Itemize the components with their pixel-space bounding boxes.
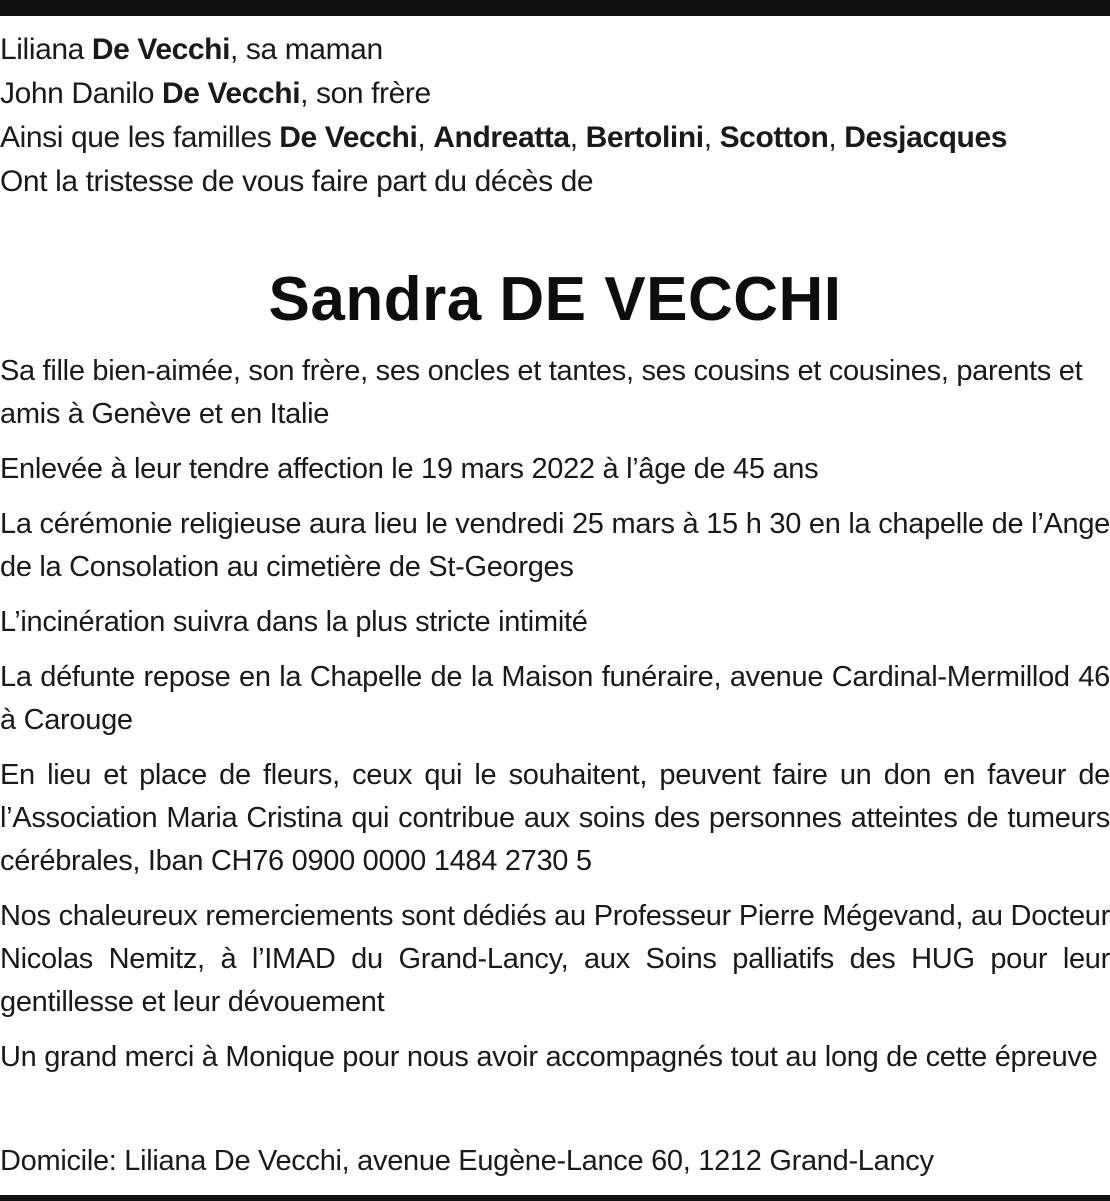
bottom-rule [0,1195,1110,1201]
domicile-address: Domicile: Liliana De Vecchi, avenue Eugène-Lance 60, 1212 Grand-Lancy [0,1145,934,1177]
deceased-name: Sandra DE VECCHI [268,265,842,334]
paragraph-incineration: L’incinération suivra dans la plus stricte intimité [0,606,588,638]
paragraph-ceremony: La cérémonie religieuse aura lieu le vendredi 25 mars à 15 h 30 en la chapelle de l’Ange de la Consolation au cimetière de St-Georges [0,508,1110,583]
paragraph-death-date: Enlevée à leur tendre affection le 19 mars 2022 à l’âge de 45 ans [0,453,819,485]
paragraph-thanks: Nos chaleureux remerciements sont dédiés au Professeur Pierre Mégevand, au Docteur Nicolas Nemitz, à l’IMAD du Grand-Lancy, aux Soins palliatifs des HUG pour leur gentillesse et leur dévouement [0,900,1110,1018]
paragraph-survivors: Sa fille bien-aimée, son frère, ses oncles et tantes, ses cousins et cousines, parents et amis à Genève et en Italie [0,355,1083,430]
notice-body [0,350,1110,1091]
family-line-announcement: Ont la tristesse de vous faire part du décès de [0,165,594,198]
family-line-brother: John Danilo De Vecchi, son frère [0,77,431,110]
family-line-mother: Liliana De Vecchi, sa maman [0,33,383,66]
top-rule [0,0,1110,16]
paragraph-donation: En lieu et place de fleurs, ceux qui le souhaitent, peuvent faire un don en faveur de l’Association Maria Cristina qui contribue aux soins des personnes atteintes de tumeurs cérébrales, Iban CH76 0900 0000 1484 2730 5 [0,759,1110,877]
family-line-families: Ainsi que les familles De Vecchi, Andreatta, Bertolini, Scotton, Desjacques [0,121,1008,154]
paragraph-resting-place: La défunte repose en la Chapelle de la Maison funéraire, avenue Cardinal-Mermillod 46 à Carouge [0,661,1110,736]
family-announcement [0,28,1110,204]
paragraph-gratitude: Un grand merci à Monique pour nous avoir accompagnés tout au long de cette épreuve [0,1041,1098,1073]
